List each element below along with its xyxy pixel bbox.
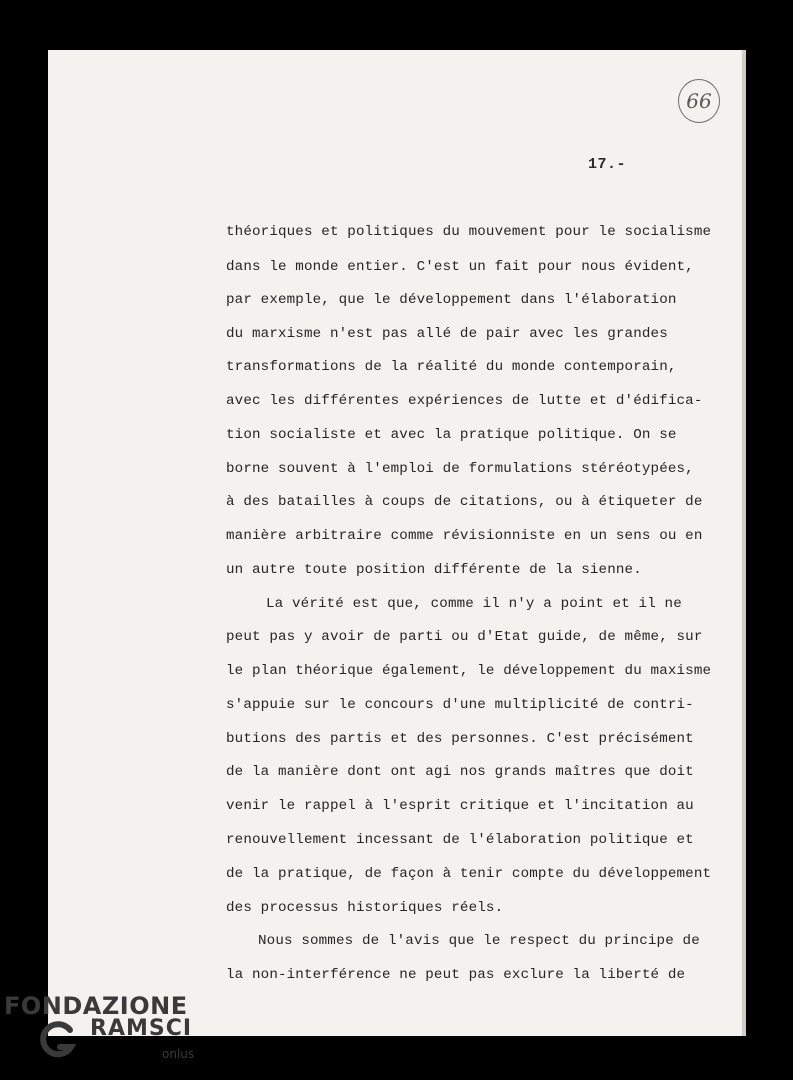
text-line: de la manière dont ont agi nos grands maîtres que doit bbox=[226, 764, 694, 780]
fondazione-gramsci-watermark bbox=[4, 992, 204, 1072]
text-line: transformations de la réalité du monde contemporain, bbox=[226, 359, 677, 375]
text-line: butions des partis et des personnes. C'est précisément bbox=[226, 731, 694, 747]
text-line: manière arbitraire comme révisionniste en un sens ou en bbox=[226, 528, 703, 544]
text-line: du marxisme n'est pas allé de pair avec les grandes bbox=[226, 326, 668, 342]
page-number: 17.- bbox=[588, 156, 627, 173]
text-line: de la pratique, de façon à tenir compte du développement bbox=[226, 866, 712, 882]
text-line: tion socialiste et avec la pratique politique. On se bbox=[226, 427, 677, 443]
text-line: le plan théorique également, le développement du maxisme bbox=[226, 663, 712, 679]
watermark-onlus: onlus bbox=[162, 1047, 195, 1061]
text-line: borne souvent à l'emploi de formulations stéréotypées, bbox=[226, 461, 694, 477]
text-line: des processus historiques réels. bbox=[226, 900, 504, 916]
text-line: un autre toute position différente de la sienne. bbox=[226, 562, 642, 578]
text-line: venir le rappel à l'esprit critique et l'incitation au bbox=[226, 798, 694, 814]
text-line: La vérité est que, comme il n'y a point et il ne bbox=[266, 596, 682, 612]
archive-number-stamp: 66 bbox=[678, 79, 720, 123]
text-line: dans le monde entier. C'est un fait pour nous évident, bbox=[226, 259, 694, 275]
text-line: avec les différentes expériences de lutte et d'édifica- bbox=[226, 393, 703, 409]
watermark-subtitle: RAMSCI bbox=[90, 1016, 193, 1041]
text-line: Nous sommes de l'avis que le respect du principe de bbox=[258, 933, 700, 949]
text-line: s'appuie sur le concours d'une multiplicité de contri- bbox=[226, 697, 694, 713]
text-line: renouvellement incessant de l'élaboration politique et bbox=[226, 832, 694, 848]
g-logo-icon bbox=[38, 1020, 78, 1060]
text-line: à des batailles à coups de citations, ou à étiqueter de bbox=[226, 494, 703, 510]
text-line: par exemple, que le développement dans l'élaboration bbox=[226, 292, 677, 308]
text-line: la non-interférence ne peut pas exclure la liberté de bbox=[226, 967, 686, 983]
watermark-title: FONDAZIONE bbox=[4, 992, 188, 1020]
text-line: théoriques et politiques du mouvement pour le socialisme bbox=[226, 224, 712, 240]
text-line: peut pas y avoir de parti ou d'Etat guide, de même, sur bbox=[226, 629, 703, 645]
